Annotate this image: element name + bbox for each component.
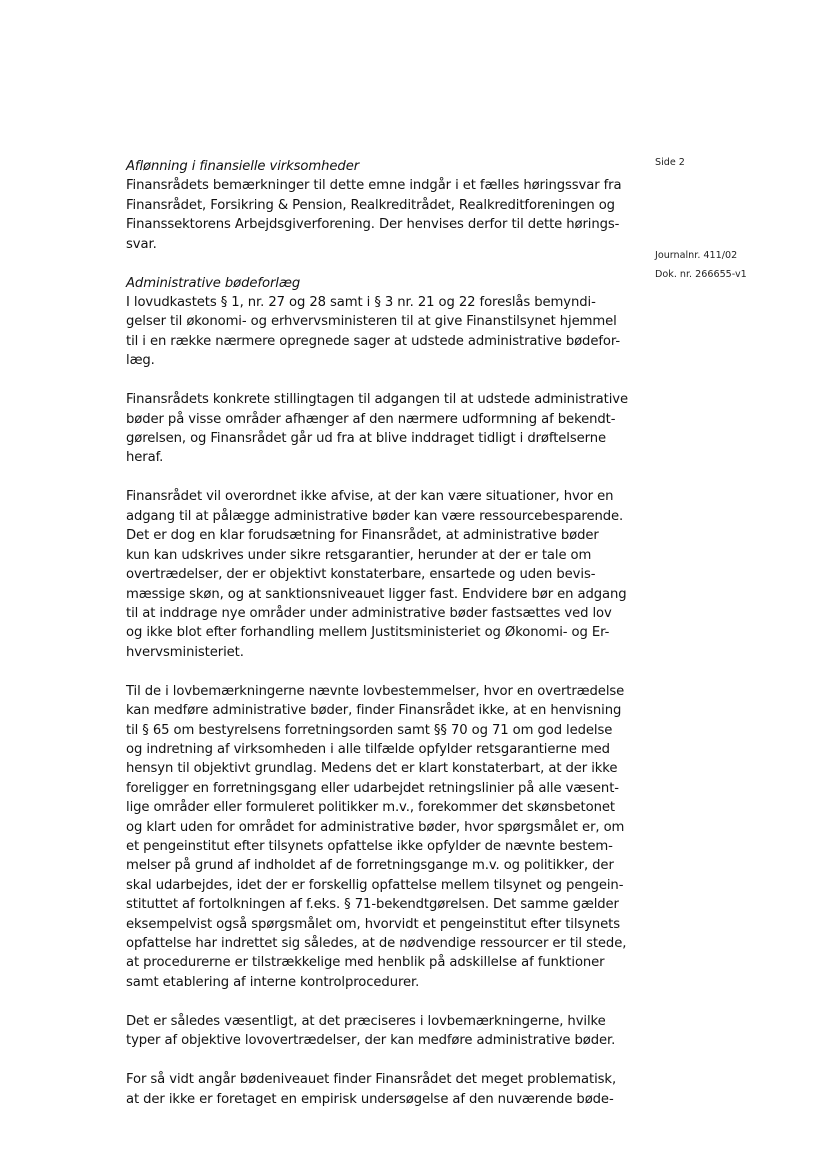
text-line: heraf. <box>126 450 164 466</box>
text-line: et pengeinstitut efter tilsynets opfattelse ikke opfylder de nævnte bestem- <box>126 838 613 854</box>
text-line: hvervsministeriet. <box>126 644 244 660</box>
text-line: Det er således væsentligt, at det præciseres i lovbemærkningerne, hvilke <box>126 1013 606 1029</box>
text-line: og ikke blot efter forhandling mellem Justitsministeriet og Økonomi- og Er- <box>126 625 610 641</box>
document-number: Dok. nr. 266655-v1 <box>655 269 747 280</box>
text-line: I lovudkastets § 1, nr. 27 og 28 samt i § 3 nr. 21 og 22 foreslås bemyndi- <box>126 295 596 311</box>
journal-number: Journalnr. 411/02 <box>655 250 738 261</box>
text-line: Finansrådets bemærkninger til dette emne indgår i et fælles høringssvar fra <box>126 178 622 194</box>
text-line: skal udarbejdes, idet der er forskellig opfattelse mellem tilsynet og pengein- <box>126 877 624 893</box>
section-heading: Administrative bødeforlæg <box>126 275 301 291</box>
section-heading: Aflønning i finansielle virksomheder <box>126 159 360 174</box>
text-line: overtrædelser, der er objektivt konstaterbare, ensartede og uden bevis- <box>126 567 596 583</box>
page-number: Side 2 <box>655 157 685 168</box>
text-line: til § 65 om bestyrelsens forretningsorden samt §§ 70 og 71 om god ledelse <box>126 722 613 738</box>
text-line: eksempelvist også spørgsmålet om, hvorvidt et pengeinstitut efter tilsynets <box>126 916 621 932</box>
text-line: og klart uden for området for administrative bøder, hvor spørgsmålet er, om <box>126 819 625 835</box>
text-line: kan medføre administrative bøder, finder Finansrådet ikke, at en henvisning <box>126 703 622 719</box>
paragraph <box>126 390 629 468</box>
text-line: kun kan udskrives under sikre retsgarantier, herunder at der er tale om <box>126 547 592 563</box>
paragraph <box>126 157 620 254</box>
text-line: typer af objektive lovovertrædelser, der kan medføre administrative bøder. <box>126 1033 616 1049</box>
text-line: gørelsen, og Finansrådet går ud fra at blive inddraget tidligt i drøftelserne <box>126 431 606 447</box>
text-line: melser på grund af indholdet af de forretningsgange m.v. og politikker, der <box>126 858 614 874</box>
text-line: Finanssektorens Arbejdsgiverforening. Der henvises derfor til dette hørings- <box>126 217 620 233</box>
text-line: Finansrådet, Forsikring & Pension, Realkreditrådet, Realkreditforeningen og <box>126 197 615 213</box>
paragraph <box>126 682 627 993</box>
paragraph <box>126 1070 620 1109</box>
text-line: og indretning af virksomheden i alle tilfælde opfylder retsgarantierne med <box>126 741 610 757</box>
letter-body <box>126 157 629 1129</box>
text-line: samt etablering af interne kontrolprocedurer. <box>126 974 420 990</box>
paragraph <box>126 487 627 662</box>
text-line: For så vidt angår bødeniveauet finder Finansrådet det meget problematisk, <box>126 1072 617 1088</box>
text-line: foreligger en forretningsgang eller udarbejdet retningslinier på alle væsent- <box>126 780 619 796</box>
text-line: Til de i lovbemærkningerne nævnte lovbestemmelser, hvor en overtrædelse <box>126 683 625 699</box>
paragraph <box>126 1012 620 1051</box>
text-line: gelser til økonomi- og erhvervsministeren til at give Finanstilsynet hjemmel <box>126 314 617 330</box>
text-line: adgang til at pålægge administrative bøder kan være ressourcebesparende. <box>126 508 624 524</box>
text-line: hensyn til objektivt grundlag. Medens det er klart konstaterbart, at der ikke <box>126 761 618 777</box>
text-line: til at inddrage nye områder under administrative bøder fastsættes ved lov <box>126 605 612 621</box>
text-line: at der ikke er foretaget en empirisk undersøgelse af den nuværende bøde- <box>126 1091 614 1107</box>
text-line: opfattelse har indrettet sig således, at de nødvendige ressourcer er til stede, <box>126 936 627 951</box>
text-line: Finansrådet vil overordnet ikke afvise, at der kan være situationer, hvor en <box>126 489 614 505</box>
text-line: stituttet af fortolkningen af f.eks. § 71-bekendtgørelsen. Det samme gælder <box>126 897 619 913</box>
text-line: at procedurerne er tilstrækkelige med henblik på adskillelse af funktioner <box>126 955 605 971</box>
text-line: bøder på visse områder afhænger af den nærmere udformning af bekendt- <box>126 411 616 427</box>
text-line: Finansrådets konkrete stillingtagen til adgangen til at udstede administrative <box>126 392 629 408</box>
text-line: Det er dog en klar forudsætning for Finansrådet, at administrative bøder <box>126 528 599 544</box>
text-line: mæssige skøn, og at sanktionsniveauet ligger fast. Endvidere bør en adgang <box>126 586 627 602</box>
text-line: læg. <box>126 353 155 369</box>
text-line: svar. <box>126 236 157 252</box>
text-line: lige områder eller formuleret politikker m.v., forekommer det skønsbetonet <box>126 800 615 816</box>
text-line: til i en række nærmere opregnede sager at udstede administrative bødefor- <box>126 333 620 349</box>
paragraph <box>126 274 620 371</box>
